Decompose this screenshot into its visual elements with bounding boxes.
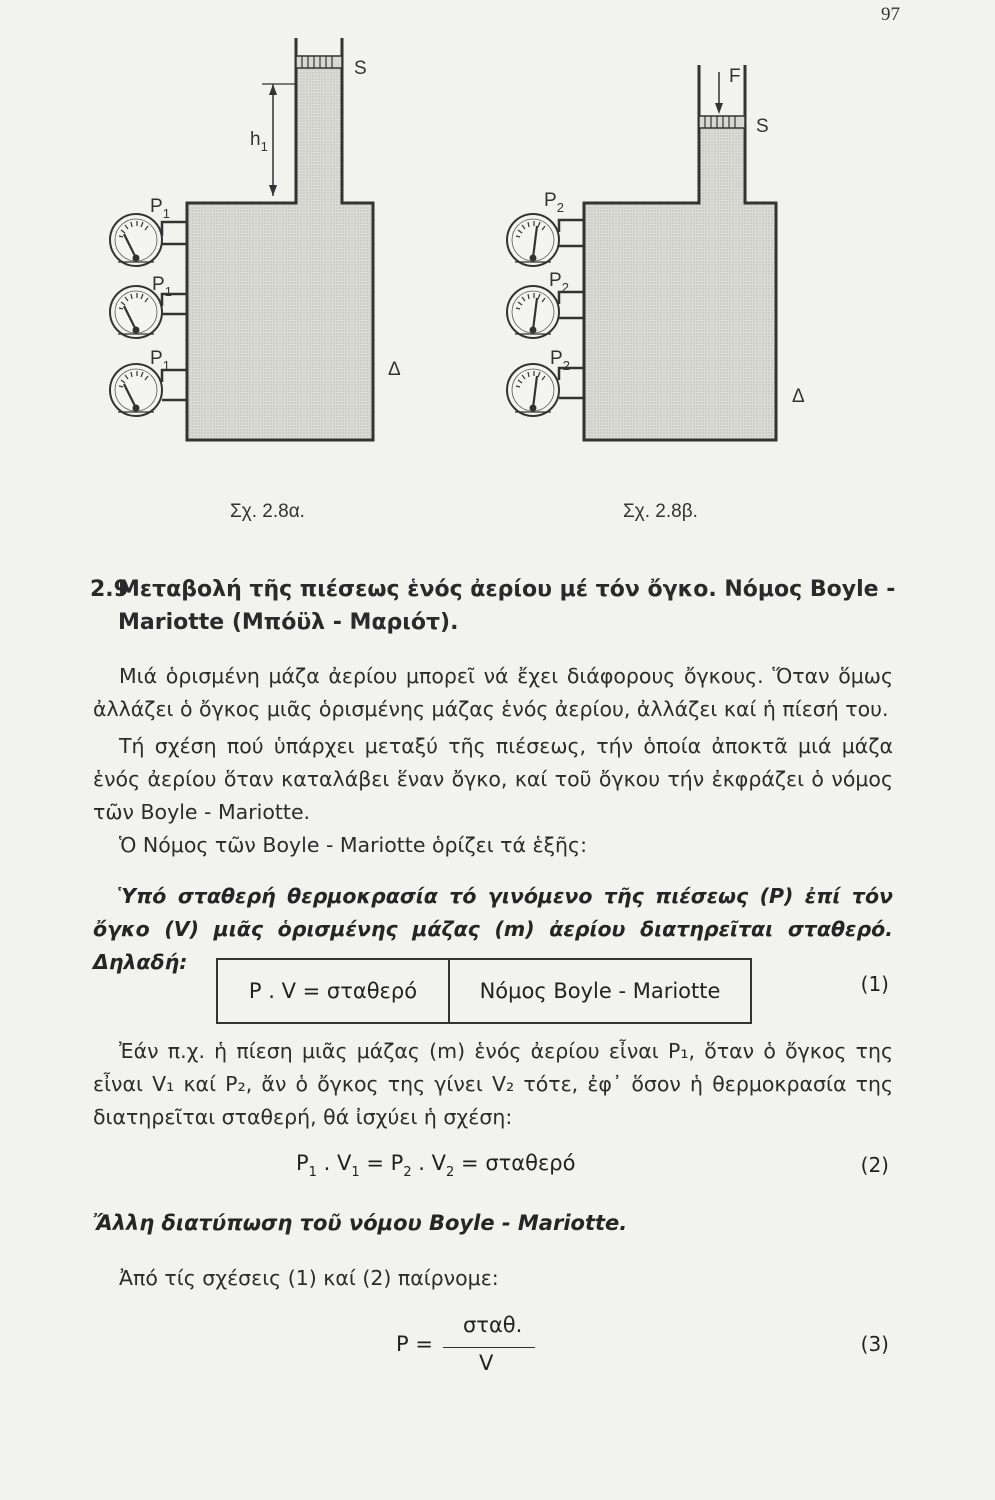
svg-text:P1: $P_1$: [150, 196, 170, 221]
svg-text:P1: $P_1$: [150, 348, 170, 373]
gauge-a-1: [110, 196, 187, 266]
vessel-a-gas: [187, 68, 373, 440]
section-heading: [90, 573, 908, 639]
example-text: Ἐάν π.χ. ἡ πίεση μιᾶς μάζας (m) ἑνός ἀερίου εἶναι P₁, ὅταν ὁ ὄγκος της εἶναι V₁ καί P₂, ἄν ὁ ὄγκος της γίνει V₂ τότε, ἐφ᾽ ὅσον ἡ θερμοκρασία της διατηρεῖται σταθερή, θά ἰσχύει ἡ σχέση:: [93, 1039, 893, 1129]
paragraph-2: Τή σχέση πού ὑπάρχει μεταξύ τῆς πιέσεως, τήν ὁποία ἀποκτᾶ μιά μάζα ἑνός ἀερίου ὅταν καταλάβει ἕναν ὄγκο, καί τοῦ ὄγκου τήν ἐκφράζει ὁ νόμος τῶν Boyle - Mariotte.: [93, 734, 893, 824]
law-formula: P . V = σταθερό: [218, 960, 450, 1022]
equation-number-3: (3): [860, 1332, 889, 1356]
height-label: $h_1$: [250, 129, 268, 154]
alt-heading: Ἄλλη διατύπωση τοῦ νόμου Boyle - Mariotte.: [93, 1211, 628, 1235]
law-statement: Ὑπό σταθερή θερμοκρασία τό γινόμενο τῆς πιέσεως (P) ἐπί τόν ὄγκο (V) μιᾶς ὁρισμένης μάζας (m) ἀερίου διατηρεῖται σταθερό. Δηλαδή:: [93, 884, 893, 974]
caption-a: Σχ. 2.8α.: [230, 501, 305, 522]
equation-3-denominator: V: [479, 1351, 494, 1375]
svg-text:P2: $P_2$: [549, 270, 569, 295]
gauge-b-1: [507, 190, 584, 266]
figure-b: [507, 65, 805, 522]
piston-label-a: S: [354, 58, 367, 79]
fraction-bar: [443, 1347, 535, 1348]
figure-a: [110, 38, 401, 522]
piston-a: [296, 56, 342, 68]
svg-text:P2: $P_2$: [550, 348, 570, 373]
force-label: F: [729, 66, 741, 87]
law-box: [216, 958, 752, 1024]
section-number: 2.9: [90, 577, 129, 602]
piston-b: [699, 116, 745, 128]
svg-text:P2: $P_2$: [544, 190, 564, 215]
intro-text: [93, 660, 893, 862]
equation-3-lhs: P =: [396, 1332, 433, 1356]
equation-number-1: (1): [860, 972, 889, 996]
page-number: 97: [881, 4, 900, 25]
gauge-b-2: [507, 270, 584, 338]
law-name: Νόμος Boyle - Mariotte: [479, 979, 721, 1003]
vessel-label-a: Δ: [388, 359, 401, 380]
caption-b: Σχ. 2.8β.: [623, 501, 698, 522]
vessel-label-b: Δ: [792, 386, 805, 407]
gauge-b-3: [507, 348, 584, 416]
piston-label-b: S: [756, 116, 769, 137]
gauge-a-2: [110, 274, 187, 338]
equation-2: $P_1$ . $V_1 = P_2$ . $V_2 = \sigma\tau\alpha\theta\varepsilon\rho ό$: [296, 1151, 576, 1180]
vessel-b-gas: [584, 128, 776, 440]
section-title: Μεταβολή τῆς πιέσεως ἑνός ἀερίου μέ τόν ὄγκο. Νόμος Boyle - Mariotte (Μπόϋλ - Μαριότ).: [118, 577, 896, 635]
paragraph-1: Μιά ὁρισμένη μάζα ἀερίου μπορεῖ νά ἔχει διάφορους ὄγκους. Ὅταν ὅμως ἀλλάζει ὁ ὄγκος μιᾶς ὁρισμένης μάζας ἑνός ἀερίου, ἀλλάζει καί ἡ πίεσή του.: [93, 664, 893, 721]
gauge-a-3: [110, 348, 187, 416]
equation-number-2: (2): [860, 1153, 889, 1177]
figure-2-8: [0, 0, 995, 560]
equation-3-numerator: σταθ.: [463, 1313, 523, 1337]
svg-text:P1: $P_1$: [152, 274, 172, 299]
paragraph-3: Ὁ Νόμος τῶν Boyle - Mariotte ὁρίζει τά ἑξῆς:: [119, 833, 587, 857]
from-text: Ἀπό τίς σχέσεις (1) καί (2) παίρνομε:: [119, 1266, 499, 1290]
